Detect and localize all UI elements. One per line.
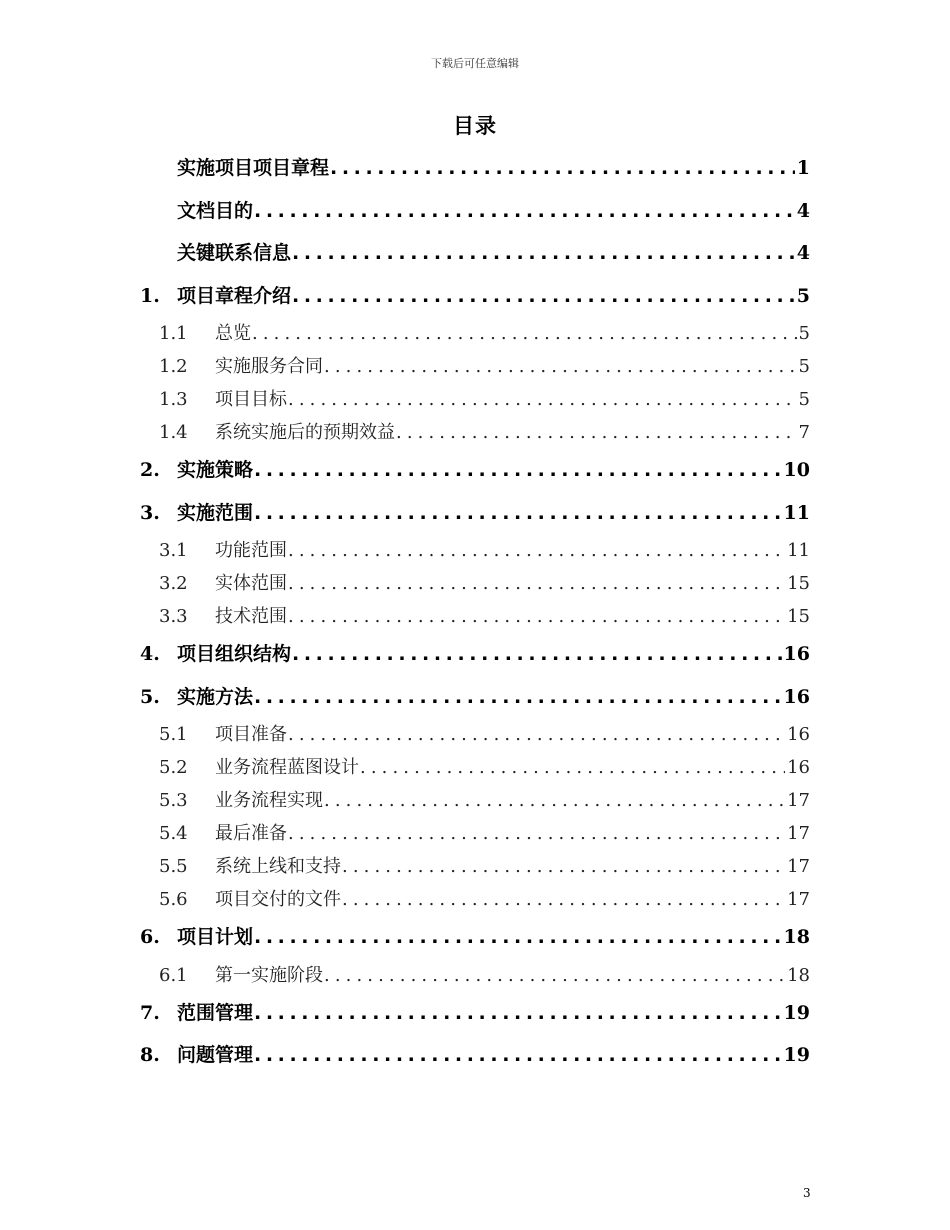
toc-dot-leader [287,817,785,850]
toc-entry[interactable] [140,449,810,492]
toc-dot-leader [253,449,782,491]
toc-entry-title: 关键联系信息 [177,242,292,264]
toc-entry-page: 5 [798,389,810,410]
toc-entry-number: 1.1 [159,323,188,344]
toc-entry-number: 5. [140,685,160,708]
toc-entry-number: 3. [140,501,160,524]
toc-entry-number: 7. [140,1001,160,1024]
toc-entry-title: 实施策略 [177,459,254,481]
toc-entry-number: 6.1 [159,964,188,986]
toc-dot-leader [253,992,782,1034]
toc-entry[interactable] [140,959,810,992]
toc-entry-number: 5.5 [159,856,188,877]
toc-entry[interactable] [140,676,810,719]
toc-entry-number: 5.6 [159,889,188,910]
toc-entry[interactable] [140,534,810,567]
toc-entry-page: 18 [783,926,810,948]
toc-entry[interactable] [140,817,810,850]
toc-entry-page: 5 [798,356,810,377]
toc-dot-leader [323,784,785,817]
toc-dot-leader [359,751,785,784]
toc-dot-leader [341,850,785,883]
toc-entry-number: 1. [140,284,160,307]
toc-entry-page: 10 [783,459,810,481]
toc-dot-leader [253,190,795,232]
toc-entry[interactable] [140,147,810,190]
toc-entry[interactable] [140,190,810,233]
toc-entry-number: 1.4 [159,422,188,443]
table-of-contents [140,147,810,1077]
toc-dot-leader [341,883,785,916]
toc-entry-number: 6. [140,926,160,948]
toc-entry-page: 16 [787,724,810,745]
toc-entry[interactable] [140,850,810,883]
toc-entry-page: 17 [787,823,810,844]
toc-entry-number: 5.3 [159,790,188,811]
toc-entry-number: 8. [140,1044,160,1066]
toc-entry[interactable] [140,416,810,449]
toc-entry-number: 5.4 [159,823,188,844]
toc-entry-page: 17 [787,856,810,877]
toc-entry[interactable] [140,916,810,959]
toc-entry-title: 范围管理 [177,1001,254,1024]
toc-entry-number: 5.1 [159,724,188,745]
toc-entry[interactable] [140,883,810,916]
toc-entry-page: 17 [787,889,810,910]
toc-dot-leader [287,718,785,751]
toc-entry-page: 4 [796,199,810,222]
toc-entry-number: 3.3 [159,606,188,627]
toc-dot-leader [287,567,785,600]
toc-entry-title: 实施项目项目章程 [177,157,330,179]
toc-entry-title: 项目组织结构 [177,643,292,665]
toc-dot-leader [323,350,797,383]
toc-dot-leader [253,492,782,534]
toc-entry-title: 项目目标 [215,389,287,410]
toc-dot-leader [291,275,795,317]
toc-entry[interactable] [140,383,810,416]
toc-entry[interactable] [140,600,810,633]
toc-entry[interactable] [140,275,810,318]
toc-dot-leader [329,147,795,189]
toc-entry[interactable] [140,1034,810,1077]
toc-entry-page: 11 [783,501,810,524]
toc-entry-number: 3.1 [159,540,188,561]
toc-entry-title: 系统上线和支持 [215,856,341,877]
toc-title: 目录 [453,114,497,138]
header-note: 下载后可任意编辑 [431,57,519,70]
toc-entry-page: 16 [783,685,810,708]
toc-entry-title: 实体范围 [215,573,287,594]
toc-entry-page: 16 [787,757,810,778]
toc-entry-page: 18 [787,964,810,986]
toc-entry-title: 最后准备 [215,823,287,844]
toc-entry-page: 7 [798,422,810,443]
toc-entry-page: 11 [787,540,810,561]
toc-entry-title: 项目计划 [177,926,254,948]
toc-entry[interactable] [140,751,810,784]
toc-entry-page: 15 [787,573,810,594]
toc-entry-title: 项目交付的文件 [215,889,341,910]
toc-entry-title: 总览 [215,323,251,344]
toc-dot-leader [291,232,795,274]
toc-entry-page: 16 [783,643,810,665]
toc-entry-title: 技术范围 [215,606,287,627]
toc-entry-title: 实施范围 [177,501,254,524]
toc-entry[interactable] [140,633,810,676]
toc-entry-page: 19 [783,1044,810,1066]
toc-entry-page: 4 [796,242,810,264]
toc-entry[interactable] [140,232,810,275]
toc-entry[interactable] [140,567,810,600]
toc-dot-leader [251,317,797,350]
toc-entry[interactable] [140,492,810,535]
toc-entry-page: 5 [796,284,810,307]
toc-entry-page: 19 [783,1001,810,1024]
page-number: 3 [803,1186,811,1200]
toc-entry-title: 问题管理 [177,1044,254,1066]
toc-entry[interactable] [140,718,810,751]
toc-entry-number: 2. [140,459,160,481]
toc-dot-leader [287,534,785,567]
toc-dot-leader [253,1034,782,1076]
toc-entry-title: 业务流程实现 [215,790,323,811]
toc-entry-page: 5 [798,323,810,344]
toc-entry-number: 4. [140,643,160,665]
toc-dot-leader [395,416,797,449]
toc-entry-number: 1.3 [159,389,188,410]
toc-entry-title: 系统实施后的预期效益 [215,422,395,443]
toc-dot-leader [291,633,782,675]
toc-entry-title: 第一实施阶段 [215,964,323,986]
toc-entry-title: 项目章程介绍 [177,284,292,307]
toc-entry-number: 5.2 [159,757,188,778]
toc-entry-number: 3.2 [159,573,188,594]
toc-entry[interactable] [140,992,810,1035]
toc-entry-title: 实施服务合同 [215,356,323,377]
toc-dot-leader [253,916,782,958]
toc-entry-page: 1 [796,157,810,179]
toc-entry-title: 功能范围 [215,540,287,561]
toc-dot-leader [323,959,785,992]
toc-entry[interactable] [140,350,810,383]
toc-entry-title: 项目准备 [215,724,287,745]
toc-entry-number: 1.2 [159,356,188,377]
toc-entry-title: 实施方法 [177,685,254,708]
toc-entry[interactable] [140,317,810,350]
toc-entry[interactable] [140,784,810,817]
toc-dot-leader [287,600,785,633]
toc-dot-leader [253,676,782,718]
toc-entry-title: 业务流程蓝图设计 [215,757,359,778]
toc-entry-page: 15 [787,606,810,627]
toc-dot-leader [287,383,797,416]
toc-entry-page: 17 [787,790,810,811]
toc-entry-title: 文档目的 [177,199,254,222]
